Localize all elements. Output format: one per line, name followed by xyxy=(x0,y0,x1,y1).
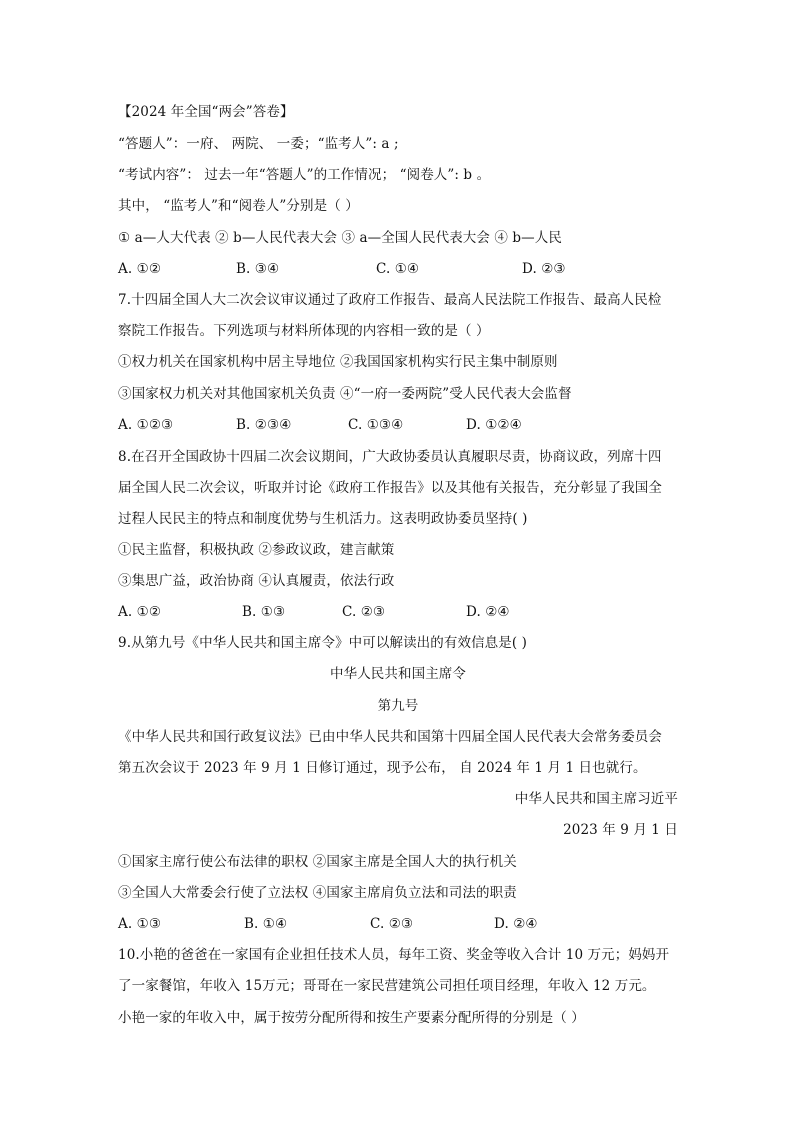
q8-option-c: C. ②③ xyxy=(342,604,386,620)
q8-item-2: ③集思广益，政治协商 ④认真履责，依法行政 xyxy=(118,573,395,589)
q9-item-2: ③全国人大常委会行使了立法权 ④国家主席肩负立法和司法的职责 xyxy=(118,885,517,901)
q9-option-c: C. ②③ xyxy=(370,916,414,932)
q8-option-a: A. ①② xyxy=(118,604,162,620)
decree-title: 中华人民共和国主席令 xyxy=(330,666,466,682)
q7-line-2: 察院工作报告。下列选项与材料所体现的内容相一致的是（ ） xyxy=(118,323,490,339)
intro-line-1: “答题人”：一府、 两院、 一委；“监考人”: a ; xyxy=(118,136,399,152)
q8-options xyxy=(118,602,678,622)
q9-option-a: A. ①③ xyxy=(118,916,162,932)
q7-line-1: 7.十四届全国人大二次会议审议通过了政府工作报告、最高人民法院工作报告、最高人民检 xyxy=(118,292,662,308)
decree-body-2: 第五次会议于 2023 年 9 月 1 日修订通过，现予公布， 自 2024 年 1 月 1 日也就行。 xyxy=(118,760,647,776)
q6-items: ① a—人大代表 ② b—人民代表大会 ③ a—全国人民代表大会 ④ b—人民 xyxy=(118,230,562,246)
q7-option-c: C. ①③④ xyxy=(348,417,404,433)
q9-option-b: B. ①④ xyxy=(244,916,288,932)
q6-option-b: B. ③④ xyxy=(236,261,280,277)
q7-options xyxy=(118,415,678,435)
q8-line-1: 8.在召开全国政协十四届二次会议期间，广大政协委员认真履职尽责，协商议政，列席十四 xyxy=(118,449,662,465)
section-header: 【2024 年全国“两会”答卷】 xyxy=(118,104,294,120)
q8-line-2: 届全国人民二次会议，听取并讨论《政府工作报告》以及其他有关报告，充分彰显了我国全 xyxy=(118,480,662,496)
q10-line-1: 10.小艳的爸爸在一家国有企业担任技术人员，每年工资、奖金等收入合计 10 万元；妈妈开 xyxy=(118,947,670,963)
q9-option-d: D. ②④ xyxy=(494,916,538,932)
q6-stem: 其中， “监考人”和“阅卷人”分别是（ ） xyxy=(118,198,359,214)
q8-item-1: ①民主监督，积极执政 ②参政议政，建言献策 xyxy=(118,542,395,558)
q8-option-d: D. ②④ xyxy=(466,604,510,620)
q6-option-a: A. ①② xyxy=(118,261,162,277)
q9-item-1: ①国家主席行使公布法律的职权 ②国家主席是全国人大的执行机关 xyxy=(118,854,517,870)
q6-option-d: D. ②③ xyxy=(522,261,566,277)
q10-line-2: 了一家餐馆，年收入 15万元；哥哥在一家民营建筑公司担任项目经理，年收入 12 万元。 xyxy=(118,978,656,994)
q7-option-b: B. ②③④ xyxy=(236,417,292,433)
q7-item-2: ③国家权力机关对其他国家机关负责 ④“一府一委两院”受人民代表大会监督 xyxy=(118,386,572,402)
decree-number: 第九号 xyxy=(377,698,419,714)
intro-line-2: “考试内容”： 过去一年“答题人”的工作情况； “阅卷人”: b 。 xyxy=(118,167,491,183)
q9-stem: 9.从第九号《中华人民共和国主席令》中可以解读出的有效信息是( ) xyxy=(118,635,528,651)
decree-date: 2023 年 9 月 1 日 xyxy=(563,822,678,838)
q6-options xyxy=(118,259,678,279)
q7-option-d: D. ①②④ xyxy=(466,417,522,433)
q6-option-c: C. ①④ xyxy=(376,261,420,277)
decree-signature: 中华人民共和国主席习近平 xyxy=(514,791,678,807)
q8-option-b: B. ①③ xyxy=(242,604,286,620)
q7-option-a: A. ①②③ xyxy=(118,417,174,433)
q9-options xyxy=(118,914,678,934)
q10-line-3: 小艳一家的年收入中，属于按劳分配所得和按生产要素分配所得的分别是（ ） xyxy=(118,1010,585,1026)
q8-line-3: 过程人民民主的特点和制度优势与生机活力。这表明政协委员坚持( ) xyxy=(118,511,528,527)
q7-item-1: ①权力机关在国家机构中居主导地位 ②我国国家机构实行民主集中制原则 xyxy=(118,354,558,370)
decree-body-1: 《中华人民共和国行政复议法》已由中华人民共和国第十四届全国人民代表大会常务委员会 xyxy=(118,729,662,745)
